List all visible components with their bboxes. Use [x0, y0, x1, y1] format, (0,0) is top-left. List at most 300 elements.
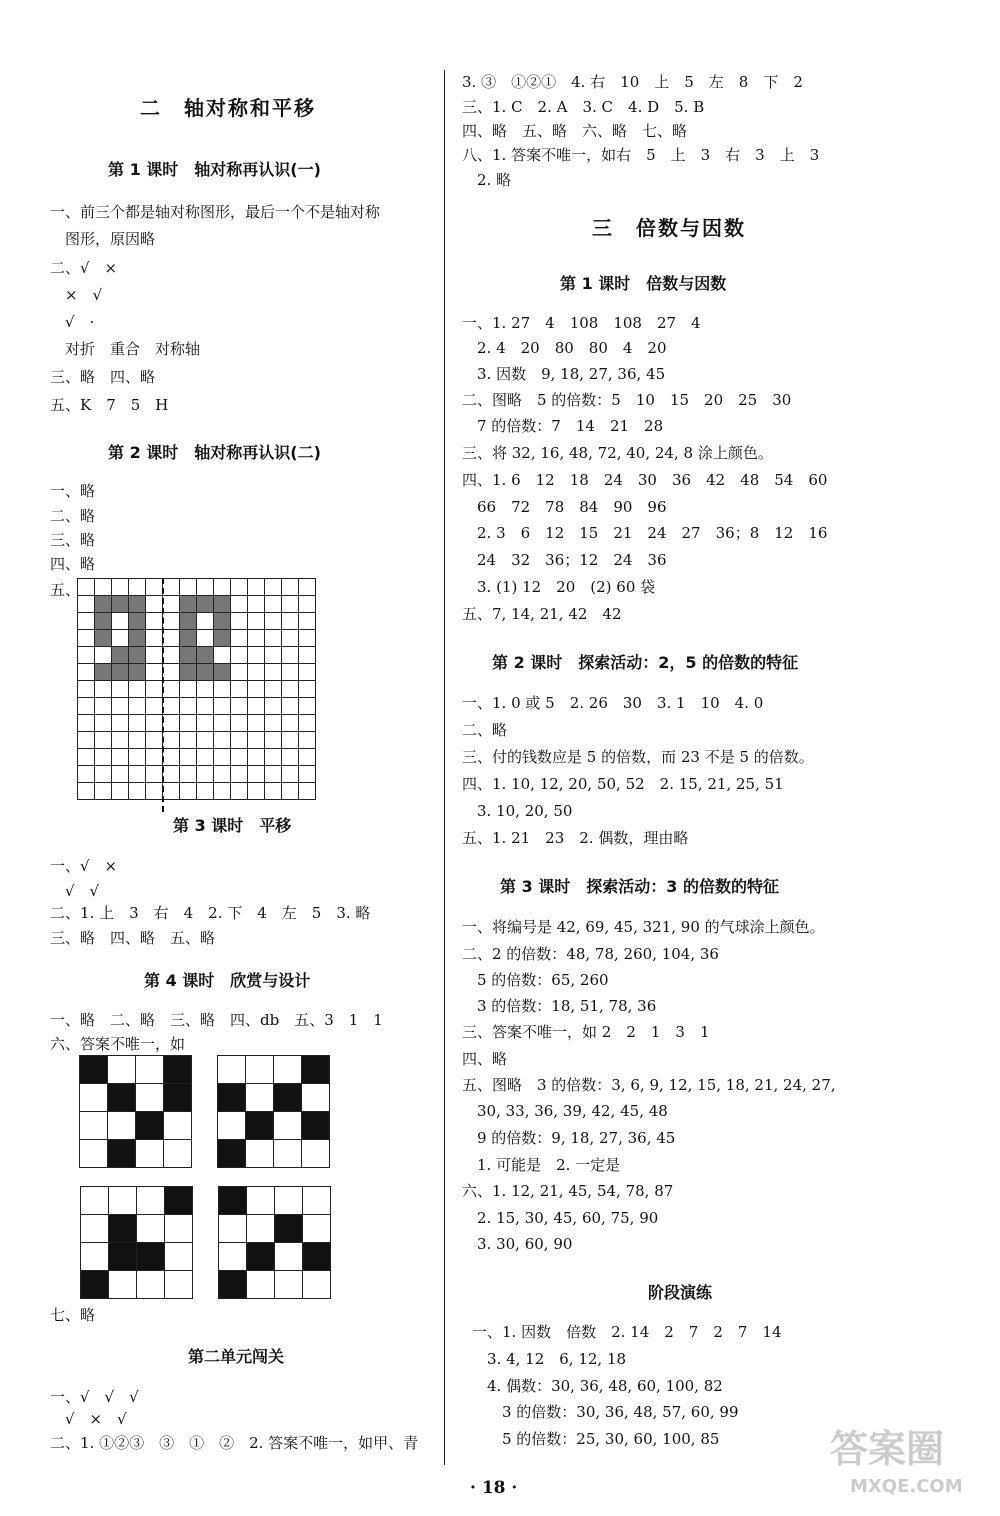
pattern-cell	[80, 1056, 108, 1084]
pattern-cell	[137, 1243, 165, 1271]
pattern-cell	[246, 1084, 274, 1112]
grid-cell	[214, 647, 231, 664]
grid-cell	[129, 596, 146, 613]
pattern-cell	[80, 1084, 108, 1112]
answer-line: 2. 略	[462, 171, 512, 189]
answer-line: 一、前三个都是轴对称图形，最后一个不是轴对称	[50, 203, 381, 221]
pattern-cell	[108, 1084, 136, 1112]
grid-cell	[299, 664, 316, 681]
answer-line: 一、1. 因数 倍数 2. 14 2 7 2 7 14	[472, 1323, 782, 1341]
grid-cell	[299, 698, 316, 715]
answer-line: 二、1. 上 3 右 4 2. 下 4 左 5 3. 略	[50, 904, 371, 922]
pattern-cell	[274, 1112, 302, 1140]
pattern-cell	[80, 1140, 108, 1168]
grid-cell	[214, 698, 231, 715]
answer-line: 一、√ ×	[50, 857, 118, 875]
pattern-cell	[275, 1187, 303, 1215]
pattern-cell	[81, 1243, 109, 1271]
grid-cell	[299, 596, 316, 613]
grid-cell	[163, 732, 180, 749]
pattern-cell	[109, 1187, 137, 1215]
grid-cell	[231, 749, 248, 766]
lesson-3-title: 第 3 课时 平移	[173, 816, 292, 835]
answer-line: 五、7, 14, 21, 42 42	[462, 605, 622, 623]
grid-cell	[112, 698, 129, 715]
grid-cell	[265, 749, 282, 766]
pattern-cell	[136, 1140, 164, 1168]
answer-line: 三、1. C 2. A 3. C 4. D 5. B	[462, 98, 705, 116]
grid-cell	[129, 630, 146, 647]
grid-cell	[129, 613, 146, 630]
pattern-cell	[247, 1243, 275, 1271]
grid-cell	[197, 766, 214, 783]
grid-cell	[231, 630, 248, 647]
watermark-logo	[820, 1418, 980, 1508]
grid-cell	[129, 715, 146, 732]
answer-line: 一、将编号是 42, 69, 45, 321, 90 的气球涂上颜色。	[462, 918, 825, 936]
grid-cell	[129, 698, 146, 715]
grid-cell	[265, 630, 282, 647]
grid-cell	[197, 783, 214, 800]
grid-cell	[299, 715, 316, 732]
pattern-cell	[218, 1140, 246, 1168]
grid-cell	[299, 579, 316, 596]
lesson-2-title: 第 2 课时 探索活动：2，5 的倍数的特征	[492, 653, 799, 672]
answer-line: 三、略 四、略	[50, 368, 156, 386]
grid-cell	[180, 715, 197, 732]
grid-cell	[214, 749, 231, 766]
grid-cell	[231, 698, 248, 715]
grid-cell	[180, 766, 197, 783]
grid-cell	[180, 630, 197, 647]
column-divider	[444, 70, 445, 1465]
grid-cell	[214, 579, 231, 596]
grid-cell	[180, 749, 197, 766]
grid-cell	[180, 664, 197, 681]
grid-cell	[282, 630, 299, 647]
grid-cell	[163, 579, 180, 596]
symmetry-grid	[77, 578, 316, 800]
grid-cell	[112, 749, 129, 766]
answer-line: 3. 4, 12 6, 12, 18	[472, 1350, 627, 1368]
answer-line: 3. 30, 60, 90	[462, 1235, 573, 1253]
grid-cell	[146, 698, 163, 715]
pattern-cell	[246, 1140, 274, 1168]
grid-cell	[282, 732, 299, 749]
grid-cell	[78, 596, 95, 613]
pattern-cell	[218, 1112, 246, 1140]
grid-cell	[95, 613, 112, 630]
grid-cell	[180, 596, 197, 613]
grid-cell	[197, 664, 214, 681]
answer-line: 一、略 二、略 三、略 四、db 五、3 1 1	[50, 1011, 383, 1029]
grid-cell	[282, 783, 299, 800]
grid-cell	[231, 613, 248, 630]
answer-line: 3. 10, 20, 50	[462, 802, 573, 820]
pattern-cell	[275, 1271, 303, 1299]
pattern-cell	[80, 1112, 108, 1140]
pattern-cell	[274, 1084, 302, 1112]
grid-cell	[146, 783, 163, 800]
pattern-cell	[108, 1056, 136, 1084]
grid-cell	[282, 749, 299, 766]
grid-cell	[146, 647, 163, 664]
answer-line: 三、略 四、略 五、略	[50, 929, 216, 947]
answer-line: 二、略	[462, 721, 508, 739]
pattern-cell	[302, 1056, 330, 1084]
grid-cell	[248, 596, 265, 613]
grid-cell	[299, 732, 316, 749]
grid-cell	[78, 579, 95, 596]
pattern-cell	[136, 1112, 164, 1140]
pattern-cell	[302, 1112, 330, 1140]
answer-line: 3 的倍数：30, 36, 48, 57, 60, 99	[472, 1403, 739, 1421]
answer-line: 30, 33, 36, 39, 42, 45, 48	[462, 1102, 668, 1120]
grid-cell	[265, 613, 282, 630]
pattern-cell	[302, 1084, 330, 1112]
grid-cell	[248, 783, 265, 800]
grid-cell	[146, 613, 163, 630]
pattern-cell	[165, 1187, 193, 1215]
grid-cell	[129, 681, 146, 698]
pattern-cell	[109, 1215, 137, 1243]
grid-cell	[129, 732, 146, 749]
grid-cell	[95, 732, 112, 749]
pattern-cell	[164, 1140, 192, 1168]
grid-cell	[112, 732, 129, 749]
unit-three-title: 三 倍数与因数	[592, 216, 746, 240]
grid-cell	[265, 596, 282, 613]
answer-line: 三、答案不唯一，如 2 2 1 3 1	[462, 1023, 710, 1041]
grid-cell	[180, 698, 197, 715]
grid-cell	[78, 613, 95, 630]
grid-cell	[231, 596, 248, 613]
grid-cell	[129, 766, 146, 783]
answer-line: 5 的倍数：25, 30, 60, 100, 85	[472, 1430, 720, 1448]
grid-cell	[95, 749, 112, 766]
grid-cell	[180, 579, 197, 596]
grid-cell	[248, 630, 265, 647]
answer-line: 四、略 五、略 六、略 七、略	[462, 122, 688, 140]
answer-line: 7 的倍数：7 14 21 28	[462, 417, 664, 435]
lesson-4-title: 第 4 课时 欣赏与设计	[144, 971, 311, 990]
grid-cell	[231, 732, 248, 749]
pattern-cell	[137, 1215, 165, 1243]
grid-cell	[78, 715, 95, 732]
grid-cell	[214, 715, 231, 732]
answer-line: 5 的倍数：65, 260	[462, 971, 609, 989]
page-number: · 18 ·	[470, 1478, 518, 1498]
grid-cell	[163, 766, 180, 783]
answer-line: 一、1. 27 4 108 108 27 4	[462, 314, 701, 332]
answer-line: 六、1. 12, 21, 45, 54, 78, 87	[462, 1182, 674, 1200]
pattern-cell	[81, 1215, 109, 1243]
grid-cell	[112, 579, 129, 596]
grid-cell	[265, 783, 282, 800]
grid-cell	[78, 681, 95, 698]
grid-cell	[282, 647, 299, 664]
pattern-cell	[108, 1140, 136, 1168]
grid-cell	[146, 715, 163, 732]
answer-line: 2. 4 20 80 80 4 20	[462, 339, 667, 357]
grid-cell	[248, 715, 265, 732]
grid-cell	[265, 698, 282, 715]
grid-cell	[78, 783, 95, 800]
lesson-1-title: 第 1 课时 倍数与因数	[560, 274, 727, 293]
grid-cell	[248, 579, 265, 596]
pattern-cell	[165, 1215, 193, 1243]
grid-cell	[78, 698, 95, 715]
pattern-cell	[247, 1271, 275, 1299]
grid-cell	[95, 630, 112, 647]
answer-line: 六、答案不唯一，如	[50, 1035, 186, 1053]
pattern-cell	[219, 1215, 247, 1243]
pattern-cell	[81, 1187, 109, 1215]
answer-line: 五、	[50, 581, 81, 599]
grid-cell	[112, 681, 129, 698]
grid-cell	[197, 698, 214, 715]
answer-line: √ ·	[50, 313, 95, 331]
grid-cell	[231, 783, 248, 800]
grid-cell	[180, 783, 197, 800]
grid-cell	[78, 647, 95, 664]
answer-line: 二、1. ①②③ ③ ① ② 2. 答案不唯一，如甲、青	[50, 1434, 419, 1452]
grid-cell	[231, 681, 248, 698]
grid-cell	[129, 783, 146, 800]
pattern-cell	[137, 1187, 165, 1215]
pattern-cell	[303, 1187, 331, 1215]
answer-line: 4. 偶数：30, 36, 48, 60, 100, 82	[472, 1377, 723, 1395]
pattern-cell	[108, 1112, 136, 1140]
grid-cell	[163, 715, 180, 732]
grid-cell	[299, 749, 316, 766]
grid-cell	[231, 664, 248, 681]
grid-cell	[146, 749, 163, 766]
answer-line: 一、1. 0 或 5 2. 26 30 3. 1 10 4. 0	[462, 694, 764, 712]
pattern-cell	[219, 1243, 247, 1271]
answer-line: 9 的倍数：9, 18, 27, 36, 45	[462, 1129, 676, 1147]
grid-cell	[299, 613, 316, 630]
symmetry-axis	[162, 578, 164, 812]
pattern-grid-2	[217, 1055, 330, 1168]
grid-cell	[282, 579, 299, 596]
grid-cell	[197, 579, 214, 596]
grid-cell	[163, 681, 180, 698]
pattern-cell	[109, 1271, 137, 1299]
grid-cell	[248, 647, 265, 664]
pattern-cell	[246, 1056, 274, 1084]
stage-practice-title: 阶段演练	[648, 1283, 713, 1302]
grid-cell	[265, 681, 282, 698]
answer-line: √ √	[50, 882, 100, 900]
grid-cell	[231, 766, 248, 783]
grid-cell	[129, 664, 146, 681]
grid-cell	[282, 766, 299, 783]
answer-line: 3. ③ ①②① 4. 右 10 上 5 左 8 下 2	[462, 73, 803, 91]
answer-line: 66 72 78 84 90 96	[462, 498, 667, 516]
grid-cell	[78, 630, 95, 647]
grid-cell	[146, 732, 163, 749]
watermark-text: 答案圈	[830, 1427, 945, 1471]
answer-line: 四、略	[462, 1050, 508, 1068]
answer-line: 七、略	[50, 1306, 96, 1324]
grid-cell	[163, 783, 180, 800]
grid-cell	[214, 783, 231, 800]
grid-cell	[282, 715, 299, 732]
grid-cell	[146, 579, 163, 596]
grid-cell	[299, 681, 316, 698]
grid-cell	[197, 715, 214, 732]
pattern-cell	[302, 1140, 330, 1168]
grid-cell	[95, 698, 112, 715]
grid-cell	[197, 630, 214, 647]
pattern-cell	[275, 1215, 303, 1243]
pattern-cell	[164, 1056, 192, 1084]
pattern-cell	[164, 1112, 192, 1140]
grid-cell	[146, 630, 163, 647]
grid-cell	[129, 749, 146, 766]
answer-line: 对折 重合 对称轴	[50, 340, 201, 358]
pattern-cell	[165, 1271, 193, 1299]
grid-cell	[265, 732, 282, 749]
answer-line: 24 32 36；12 24 36	[462, 551, 667, 569]
grid-cell	[248, 732, 265, 749]
pattern-cell	[219, 1187, 247, 1215]
pattern-cell	[275, 1243, 303, 1271]
grid-cell	[231, 579, 248, 596]
grid-cell	[248, 681, 265, 698]
answer-line: √ × √	[50, 1410, 127, 1428]
pattern-cell	[109, 1243, 137, 1271]
grid-cell	[112, 664, 129, 681]
grid-cell	[231, 647, 248, 664]
watermark-url: MXQE.COM	[850, 1476, 963, 1497]
grid-cell	[95, 681, 112, 698]
answer-line: 二、图略 5 的倍数：5 10 15 20 25 30	[462, 391, 792, 409]
answer-line: 四、1. 10, 12, 20, 50, 52 2. 15, 21, 25, 51	[462, 775, 784, 793]
answer-line: 五、1. 21 23 2. 偶数，理由略	[462, 829, 689, 847]
answer-line: 1. 可能是 2. 一定是	[462, 1156, 621, 1174]
pattern-grid-1	[79, 1055, 192, 1168]
grid-cell	[299, 783, 316, 800]
answer-line: 二、略	[50, 507, 96, 525]
pattern-cell	[219, 1271, 247, 1299]
answer-line: 二、2 的倍数：48, 78, 260, 104, 36	[462, 945, 719, 963]
grid-cell	[197, 647, 214, 664]
grid-cell	[197, 749, 214, 766]
pattern-cell	[274, 1140, 302, 1168]
pattern-cell	[247, 1215, 275, 1243]
grid-cell	[163, 630, 180, 647]
grid-cell	[265, 647, 282, 664]
grid-cell	[112, 647, 129, 664]
pattern-cell	[136, 1056, 164, 1084]
grid-cell	[180, 613, 197, 630]
grid-cell	[197, 613, 214, 630]
grid-cell	[95, 766, 112, 783]
answer-line: 三、将 32, 16, 48, 72, 40, 24, 8 涂上颜色。	[462, 444, 773, 462]
answer-line: 八、1. 答案不唯一，如右 5 上 3 右 3 上 3	[462, 146, 820, 164]
lesson-2-title: 第 2 课时 轴对称再认识(二)	[108, 443, 321, 462]
grid-cell	[214, 613, 231, 630]
answer-line: 五、K 7 5 H	[50, 396, 169, 414]
grid-cell	[265, 579, 282, 596]
answer-line: 五、图略 3 的倍数：3, 6, 9, 12, 15, 18, 21, 24, 27,	[462, 1076, 836, 1094]
pattern-grid-4	[218, 1186, 331, 1299]
grid-cell	[248, 664, 265, 681]
pattern-cell	[218, 1056, 246, 1084]
grid-cell	[112, 630, 129, 647]
grid-cell	[146, 681, 163, 698]
grid-cell	[163, 749, 180, 766]
grid-cell	[146, 766, 163, 783]
answer-line: 3. 因数 9, 18, 27, 36, 45	[462, 365, 666, 383]
answer-line: 四、略	[50, 555, 96, 573]
grid-cell	[112, 596, 129, 613]
answer-line: 3. (1) 12 20 (2) 60 袋	[462, 578, 656, 596]
grid-cell	[95, 579, 112, 596]
pattern-cell	[303, 1271, 331, 1299]
grid-cell	[214, 630, 231, 647]
grid-cell	[129, 579, 146, 596]
grid-cell	[248, 698, 265, 715]
grid-cell	[282, 596, 299, 613]
grid-cell	[78, 766, 95, 783]
answer-line: 图形，原因略	[50, 230, 156, 248]
grid-cell	[282, 613, 299, 630]
grid-cell	[265, 766, 282, 783]
answer-line: 一、略	[50, 482, 96, 500]
grid-cell	[214, 732, 231, 749]
grid-cell	[214, 681, 231, 698]
grid-cell	[299, 630, 316, 647]
grid-cell	[248, 613, 265, 630]
grid-cell	[112, 613, 129, 630]
grid-cell	[129, 647, 146, 664]
pattern-cell	[165, 1243, 193, 1271]
pattern-cell	[303, 1215, 331, 1243]
grid-cell	[146, 664, 163, 681]
answer-line: 2. 3 6 12 15 21 24 27 36；8 12 16	[462, 524, 828, 542]
grid-cell	[197, 596, 214, 613]
answer-line: 三、略	[50, 531, 96, 549]
pattern-cell	[247, 1187, 275, 1215]
pattern-cell	[164, 1084, 192, 1112]
grid-cell	[112, 766, 129, 783]
answer-line: 3 的倍数：18, 51, 78, 36	[462, 997, 657, 1015]
pattern-cell	[136, 1084, 164, 1112]
grid-cell	[163, 664, 180, 681]
answer-line: 三、付的钱数应是 5 的倍数，而 23 不是 5 的倍数。	[462, 748, 814, 766]
answer-line: 四、1. 6 12 18 24 30 36 42 48 54 60	[462, 471, 828, 489]
pattern-cell	[137, 1271, 165, 1299]
pattern-cell	[218, 1084, 246, 1112]
answer-line: 二、√ ×	[50, 259, 118, 277]
grid-cell	[95, 664, 112, 681]
answer-line: × √	[50, 286, 103, 304]
grid-cell	[214, 766, 231, 783]
grid-cell	[112, 783, 129, 800]
grid-cell	[95, 783, 112, 800]
grid-cell	[299, 647, 316, 664]
grid-cell	[248, 749, 265, 766]
grid-cell	[197, 732, 214, 749]
grid-cell	[163, 596, 180, 613]
lesson-1-title: 第 1 课时 轴对称再认识(一)	[108, 160, 321, 179]
grid-cell	[299, 766, 316, 783]
grid-cell	[163, 613, 180, 630]
grid-cell	[112, 715, 129, 732]
